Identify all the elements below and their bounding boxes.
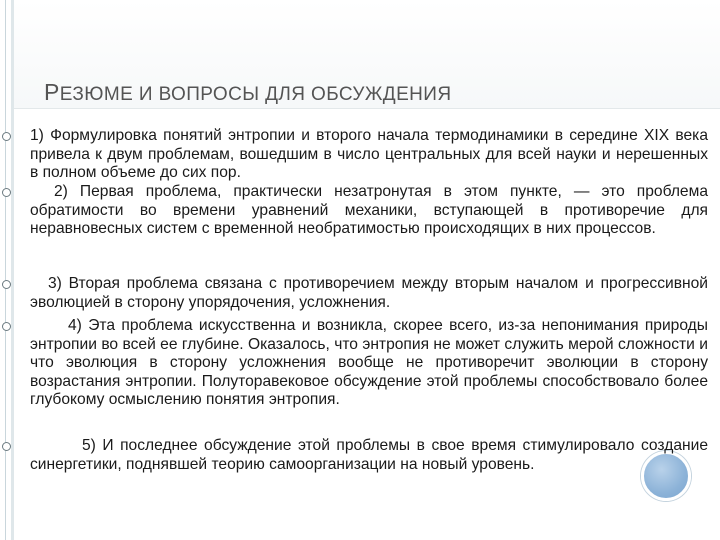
bullet-text: 2) Первая проблема, практически незатронутая в этом пункте, — это проблема обратимости во времени уравнений механики, вступающей в противоречие для неравновесных систем с временной необратимостью происходящих в них процессов. xyxy=(30,183,708,237)
bullet-circle-icon xyxy=(2,280,11,289)
bullet-text: 5) И последнее обсуждение этой проблемы в свое время стимулировало создание синергетики, поднявшей теорию самоорганизации на новый уровень. xyxy=(30,437,708,473)
bullet-circle-icon xyxy=(2,442,11,451)
bullet-item-4 xyxy=(30,317,708,410)
slide-title xyxy=(44,79,451,106)
bullet-item-2 xyxy=(30,183,708,239)
bullet-item-3 xyxy=(30,275,708,312)
bullet-text: 3) Вторая проблема связана с противоречием между вторым началом и прогрессивной эволюцией в сторону упорядочения, усложнения. xyxy=(30,275,708,311)
bullet-circle-icon xyxy=(2,188,11,197)
title-first-letter: Р xyxy=(44,79,60,105)
bullet-item-5 xyxy=(30,437,708,474)
bullet-circle-icon xyxy=(2,132,11,141)
left-decorative-line xyxy=(5,0,6,540)
title-divider xyxy=(14,108,720,109)
bullet-text: 4) Эта проблема искусственна и возникла, скорее всего, из-за непонимания природы энтропии во всей ее глубине. Оказалось, что энтропия не может служить мерой сложности и что эволюция в сторону усложнения вообще не противоречит эволюции в сторону возрастания энтропии. Полуторавековое обсуждение этой проблемы способствовало более глубокому осмыслению понятия энтропия. xyxy=(30,317,708,408)
bullet-circle-icon xyxy=(2,322,11,331)
bullet-text: 1) Формулировка понятий энтропии и второго начала термодинамики в середине XIX века привела к двум проблемам, вошедшим в число центральных для всей науки и нерешенных в полном объеме до сих пор. xyxy=(30,127,708,181)
bullet-item-1 xyxy=(30,127,708,183)
title-rest: ЕЗЮМЕ И ВОПРОСЫ ДЛЯ ОБСУЖДЕНИЯ xyxy=(59,84,452,105)
